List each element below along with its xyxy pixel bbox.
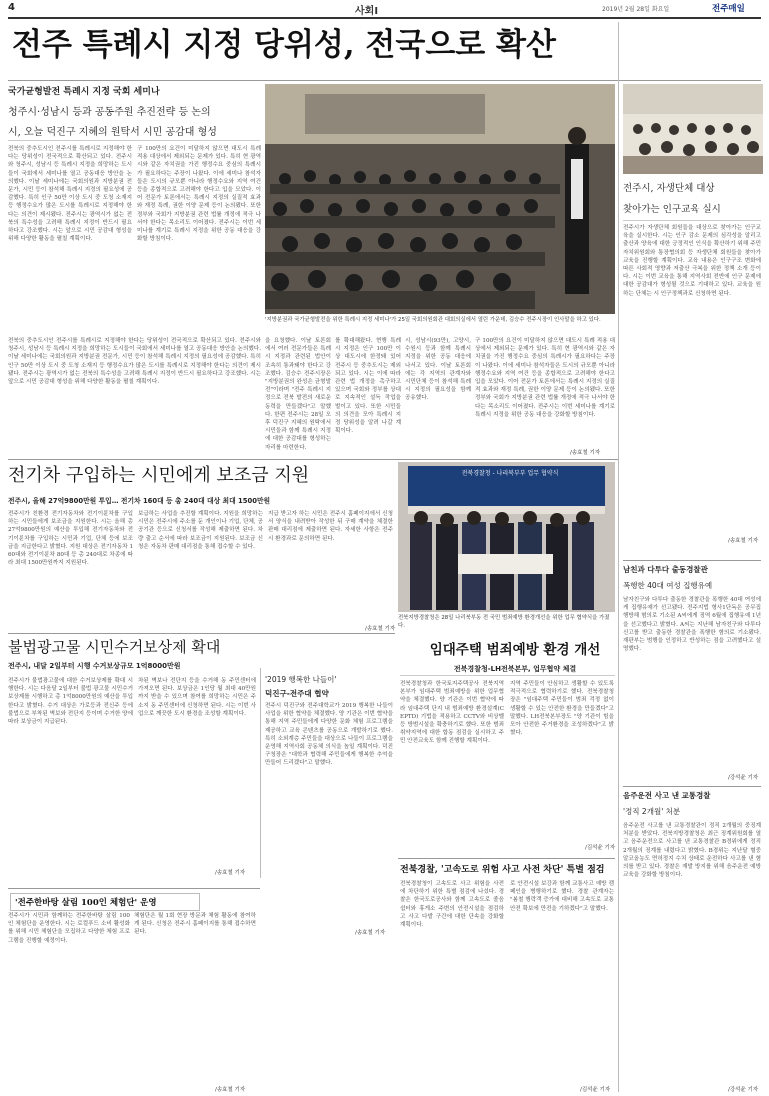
top-body-col1-cont: 전북의 중추도시인 전주시를 특례시로 지정해야 한다는 당위성이 전국적으로 확산되고 있다. 전주시와 청주시, 성남시 등 특례시 지정을 희망하는 도시들이 국회에서 세미나를 열고 공동대응 방안을 논의했다. 이날 세미나에는 국회의원과 지방분권 전문가, 시민 등이 참석해 특례시 지정의 필요성에 공감했다. 특히 인구 50만 이상 도시 중 도청 소재지 등 행정수요가 많은 도시를 특례시로 지정해야 한다는 의견이 제시됐다. 전주시는 광역시가 없는 전북의 특수성을 고려해 특례시 지정이 반드시 필요하다고 강조했다. 시는 앞으로 시민 공감대 형성을 위해 다양한 활동을 펼칠 계획이다. — [8, 338, 261, 386]
header-rule — [8, 17, 761, 19]
highway-byline: /김석윤 기자 — [580, 1087, 611, 1093]
top-subhead-1: 청주시·성남시 등과 공동주원 추진전략 등 논의 — [8, 107, 211, 118]
ev-headline: 전기차 구입하는 시민에게 보조금 지원 — [8, 465, 310, 486]
top-body-col5: 시, 성남시(93만), 고양시, 수원시 등과 함께 특례시 지정을 위한 공동 대응에 나서고 있다. 이날 토론회에는 각 지역의 관계자와 시민단체 등이 참석해 특례시 지정의 필요성을 함께 공유했다. — [405, 338, 471, 402]
education-photo-image — [623, 84, 763, 174]
housing-body-col1: 전북경찰청과 한국토지주택공사 전북지역본부가 임대주택 범죄예방을 위한 업무협약을 체결했다. 양 기관은 이번 협약에 따라 임대주택 단지 내 범죄예방 환경설계(CEPTD) 기법을 적용하고 CCTV와 비상벨 등 방범시설을 확충하기로 했다. 또한 범죄 취약지역에 대한 합동 점검을 실시하고 주민 안전교육도 함께 진행할 계획이다. — [400, 681, 504, 745]
happy-divider — [260, 668, 261, 878]
ev-byline: /송효철 기자 — [365, 626, 396, 632]
ev-subhead: 전주시, 올해 27억9800만원 투입… 전기차 160대 등 총 240대 대상 최대 1500만원 — [8, 497, 271, 505]
section-label: 사회Ⅰ — [355, 6, 379, 17]
top-body-col1: 전북의 중추도시인 전주시를 특례시로 지정해야 한다는 당위성이 전국적으로 확산되고 있다. 전주시와 청주시, 성남시 등 특례시 지정을 희망하는 도시들이 국회에서 세미나를 열고 공동대응 방안을 논의했다. 이날 세미나에는 국회의원과 지방분권 전문가, 시민 등이 참석해 특례시 지정의 필요성에 공감했다. 특히 인구 50만 이상 도시 중 도청 소재지 등 행정수요가 많은 도시를 특례시로 지정해야 한다는 의견이 제시됐다. 전주시는 광역시가 없는 전북의 특수성을 고려해 특례시 지정이 반드시 필요하다고 강조했다. 시는 앞으로 시민 공감대 형성을 위해 다양한 활동을 펼칠 계획이다. — [8, 146, 132, 243]
rule-1 — [8, 459, 618, 460]
assault-kicker: 남친과 다투다 출동경찰관 — [623, 565, 708, 574]
education-byline: /송효철 기자 — [728, 538, 759, 544]
mou-photo — [398, 462, 615, 612]
education-body: 전주시가 자생단체 회원들을 대상으로 찾아가는 인구교육을 실시한다. 시는 인구 감소 문제의 심각성을 알리고 출산과 양육에 대한 긍정적인 인식을 확산하기 위해 주민자치위원회와 통장협의회 등 자생단체 회원들을 찾아가 교육을 진행할 계획이다. 교육 내용은 인구구조 변화에 따른 사회적 영향과 저출산 극복을 위한 정책 소개 등이다. 시는 이번 교육을 통해 지역사회 전반에 인구 문제에 대한 공감대가 형성될 것으로 기대하고 있다. 교육을 원하는 단체는 시 인구정책과로 신청하면 된다. — [623, 225, 761, 297]
top-kicker: 국가균형발전 특례시 지정 국회 세미나 — [8, 87, 160, 97]
rule-2 — [8, 633, 395, 634]
ad-headline: 불법광고물 시민수거보상제 확대 — [8, 638, 221, 656]
ad-byline: /송효철 기자 — [215, 870, 246, 876]
assault-headline: 폭행한 40대 여성 집행유예 — [623, 581, 713, 590]
happy-body: 전주시 덕진구와 전주대학교가 2019 행복한 나들이 사업을 위한 협약을 체결했다. 양 기관은 이번 협약을 통해 지역 주민들에게 다양한 문화 체험 프로그램을 제공하고 교육 콘텐츠를 공동으로 개발하기로 했다. 특히 소외계층 주민들을 대상으로 나들이 프로그램을 운영해 지역사회 공동체 의식을 높일 계획이다. 덕진구청장은 "대학과 협력해 주민들에게 행복한 추억을 만들어 드리겠다"고 말했다. — [265, 703, 393, 767]
education-photo — [623, 84, 763, 174]
housing-rule — [400, 675, 615, 676]
housing-body-col2: 지역 주민들이 안심하고 생활할 수 있도록 적극적으로 협력하기로 했다. 전북경찰청장은 "임대주택 주민들이 범죄 걱정 없이 생활할 수 있는 안전한 환경을 만들겠다"고 말했다. LH전북본부장도 "양 기관이 힘을 모아 안전한 주거환경을 조성하겠다"고 밝혔다. — [510, 681, 614, 737]
housing-byline: /김석윤 기자 — [585, 845, 616, 851]
page-number: 4 — [8, 2, 15, 13]
right-divider — [618, 22, 619, 1092]
rule-4 — [8, 888, 260, 889]
ev-body-col2: 보급하는 사업을 추진할 계획이다. 지원을 희망하는 시민은 전주시에 주소를 둔 개인이나 기업, 단체, 공공기관 등으로 신청서를 작성해 제출하면 된다. 차량 출고 순서에 따라 보조금이 지원된다. 보조금 신청은 자동차 판매 대리점을 통해 접수할 수 있다. — [138, 511, 263, 550]
education-subhead-1: 전주시, 자생단체 대상 — [623, 183, 715, 194]
dui-body: 음주운전 사고를 낸 교통경찰관이 정직 2개월의 중징계 처분을 받았다. 전북지방경찰청은 최근 징계위원회를 열고 음주운전으로 사고를 낸 교통경찰관 B경위에게 정직 2개월의 징계를 내렸다고 밝혔다. B경위는 지난달 혈중알코올농도 면허정지 수치 상태로 운전하다 사고를 낸 혐의를 받고 있다. 경찰은 재발 방지를 위해 음주운전 예방 교육을 강화할 방침이다. — [623, 823, 761, 879]
top-body-col3: 을 요청했다. 이날 토론회에서 여러 전문가들은 특례시 지정과 관련된 법안이 조속히 통과돼야 한다고 강조했다. 김승수 전주시장은 "지방분권의 완성은 균형발전"이라며 "전주 특례시 지정으로 전북 발전의 새로운 동력을 만들겠다"고 말했다. 한편 전주시는 28일 오후 덕진구 지혜의 원탁에서 시민들과 함께 특례시 지정에 대한 공감대를 형성하는 자리를 마련한다. — [265, 338, 331, 451]
happy-subhead: 덕진구-전주대 협약 — [265, 689, 329, 698]
top-headline: 전주 특례시 지정 당위성, 전국으로 확산 — [12, 27, 556, 63]
mou-photo-caption: 전북지방경찰청은 28일 나리북부동 전 국민 범죄예방 환경개선을 위한 업무 협약식을 가졌다. — [398, 615, 610, 629]
assault-byline: /강석윤 기자 — [728, 775, 759, 781]
happy-kicker: '2019 행복한 나들이' — [265, 675, 337, 684]
highway-headline: 전북경찰, '고속도로 위험 사고 사전 차단' 특별 점검 — [400, 865, 605, 875]
ev-body-col3: 지급 받고자 하는 시민은 전주시 홈페이지에서 신청서 양식을 내려받아 작성한 뒤 구매 계약을 체결한 판매 대리점에 제출하면 된다. 자세한 사항은 전주시 환경과로 문의하면 된다. — [268, 511, 393, 542]
food-body-col2: 체험단은 월 1회 현장 방문과 체험 활동에 참여하게 된다. 신청은 전주시 홈페이지를 통해 접수하면 된다. — [134, 913, 256, 936]
rule-right-1 — [623, 560, 761, 561]
food-headline: '전주한바탕 살림 100인 체험단' 운영 — [10, 893, 200, 911]
happy-byline: /송효철 기자 — [355, 930, 386, 936]
dui-headline: '정직 2개월' 처분 — [623, 807, 681, 816]
food-body-col1: 전주시가 시민과 함께하는 전주한바탕 살림 100인 체험단을 운영한다. 시는 로컬푸드 소비 활성화를 위해 시민 체험단을 모집하고 다양한 체험 프로그램을 진행할 예정이다. — [8, 913, 130, 944]
top-subhead-2: 시, 오늘 덕진구 지혜의 원탁서 시민 공감대 형성 — [8, 127, 217, 138]
brand-logo: 전주매일 — [712, 4, 745, 14]
seminar-photo — [265, 84, 615, 314]
top-byline: /송효철 기자 — [570, 450, 601, 456]
assault-body: 남자친구와 다투다 출동한 경찰관을 폭행한 40대 여성에게 집행유예가 선고됐다. 전주지법 형사1단독은 공무집행방해 혐의로 기소된 A씨에게 징역 6월에 집행유예 1년을 선고했다고 밝혔다. A씨는 지난해 남자친구와 다투다 신고를 받고 출동한 경찰관을 폭행한 혐의로 기소됐다. 재판부는 범행을 인정하고 반성하는 점을 고려했다고 설명했다. — [623, 597, 761, 653]
rule-right-2 — [623, 786, 761, 787]
sub-rule — [8, 140, 260, 141]
ad-body-col2: 차된 벽보나 전단지 등을 수거해 동 주민센터에 가져오면 된다. 보상금은 1인당 월 최대 40만원까지 받을 수 있으며 참여를 희망하는 시민은 주소지 동 주민센터에 신청하면 된다. 시는 이번 사업으로 깨끗한 도시 환경을 조성할 계획이다. — [138, 678, 256, 717]
seminar-photo-image — [265, 84, 615, 314]
top-body-col2: 구 100만의 요건이 미달하지 않으면 대도시 특례 적용 대상에서 제외되는 문제가 있다. 특히 현 광역시와 같은 자치권을 가진 행정수요 중심의 특례시가 필요하다는 주장이 나왔다. 이에 세미나 참석자들은 도시의 규모뿐 아니라 행정수요와 지역 여건 등을 종합적으로 고려해야 한다고 입을 모았다. 이어 전문가 토론에서는 특례시 지정의 실질적 효과와 재정 특례, 권한 이양 문제 등이 논의됐다. 또한 정부와 국회가 지방분권 관련 법률 개정에 적극 나서야 한다는 목소리도 이어졌다. 전주시는 이번 세미나를 계기로 특례시 지정을 위한 공동 대응을 강화할 방침이다. — [137, 146, 261, 243]
housing-subhead: 전북경찰청-LH전북본부, 업무협약 체결 — [453, 665, 577, 673]
ad-subhead: 전주시, 내달 2일부터 시행 수거보상규모 1억8000만원 — [8, 662, 181, 670]
rule-3 — [398, 858, 615, 859]
mou-photo-image — [398, 462, 615, 612]
top-rule — [8, 80, 761, 81]
education-rule — [623, 220, 761, 221]
education-subhead-2: 찾아가는 인구교육 실시 — [623, 204, 721, 215]
ad-body-col1: 전주시가 불법광고물에 대한 수거보상제를 확대 시행한다. 시는 다음달 2일부터 불법 광고물 시민수거보상제를 시행하고 총 1억8000만원의 예산을 투입한다고 밝혔다. 수거 대상은 가로등과 전신주 등에 불법으로 부착된 벽보와 전단지 등이며 수거한 양에 따라 보상금이 지급된다. — [8, 678, 133, 726]
seminar-photo-caption: '지방분권과 국가균형발전을 위한 특례시 지정 세미나'가 25일 국회의원회관 대회의실에서 열린 가운데, 김승수 전주시장이 인사말을 하고 있다. — [265, 317, 601, 323]
top-body-col5-cont: 구 100만의 요건이 미달하지 않으면 대도시 특례 적용 대상에서 제외되는 문제가 있다. 특히 현 광역시와 같은 자치권을 가진 행정수요 중심의 특례시가 필요하다는 주장이 나왔다. 이에 세미나 참석자들은 도시의 규모뿐 아니라 행정수요와 지역 여건 등을 종합적으로 고려해야 한다고 입을 모았다. 이어 전문가 토론에서는 특례시 지정의 실질적 효과와 재정 특례, 권한 이양 문제 등이 논의됐다. 또한 정부와 국회가 지방분권 관련 법률 개정에 적극 나서야 한다는 목소리도 이어졌다. 전주시는 이번 세미나를 계기로 특례시 지정을 위한 공동 대응을 강화할 방침이다. — [475, 338, 615, 418]
food-byline: /송효철 기자 — [215, 1087, 246, 1093]
ev-body-col1: 전주시가 친환경 전기자동차와 전기이륜차를 구입하는 시민들에게 보조금을 지원한다. 시는 올해 총 27억9800만원의 예산을 투입해 전기자동차와 전기이륜차를 구입하는 시민과 기업, 단체 등에 보조금을 지급한다고 밝혔다. 지원 대상은 전기자동차 160대와 전기이륜차 80대 등 총 240대로 차종에 따라 최대 1500만원까지 지원된다. — [8, 511, 133, 567]
top-body-col4: 를 확대해왔다. 현행 특례시 지정은 인구 100만 이상 대도시에 한정돼 있어 전주시 등 중추도시는 제외되고 있다. 시는 이에 따라 관련 법 개정을 촉구하고 있으며 국회와 정부를 상대로 지속적인 설득 작업을 벌이고 있다. 또한 시민들의 의견을 모아 특례시 지정 당위성을 알려 나갈 계획이다. — [335, 338, 401, 435]
highway-body-col2: 로 안전시설 보강과 함께 교통사고 예방 캠페인을 병행하기로 했다. 경찰 관계자는 "봄철 행락객 증가에 대비해 고속도로 교통안전 확보에 만전을 기하겠다"고 말했다. — [510, 881, 614, 912]
dui-kicker: 음주운전 사고 낸 교통경찰 — [623, 791, 711, 800]
highway-body-col1: 전북경찰청이 고속도로 사고 위험을 사전에 차단하기 위한 특별 점검에 나섰다. 경찰은 한국도로공사와 함께 고속도로 졸음쉼터와 휴게소 주변의 안전시설을 점검하고 사고 다발 구간에 대한 단속을 강화할 계획이다. — [400, 881, 504, 929]
mou-photo-banner: 전북경찰청 - 나리북부부 업무 협약식 — [461, 470, 559, 477]
issue-date: 2019년 2월 28일 화요일 — [602, 6, 670, 13]
dui-byline: /강석윤 기자 — [728, 1087, 759, 1093]
housing-headline: 임대주택 범죄예방 환경 개선 — [429, 642, 601, 658]
